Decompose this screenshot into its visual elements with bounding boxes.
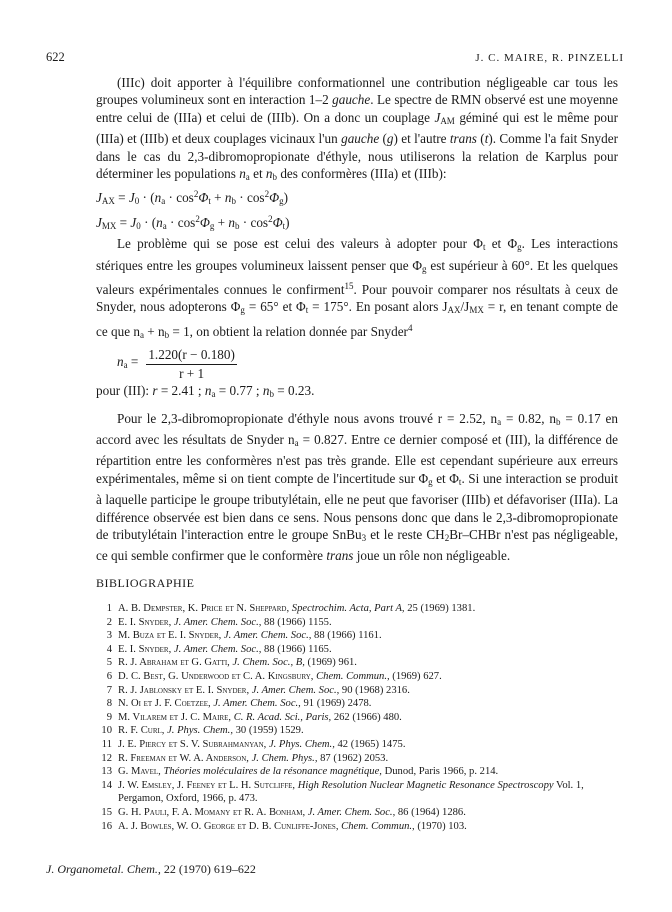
reference-number: 12 xyxy=(101,752,112,764)
running-authors: J. C. MAIRE, R. PINZELLI xyxy=(475,52,624,64)
reference-item xyxy=(96,629,622,643)
article-body xyxy=(96,74,618,565)
reference-item xyxy=(96,738,622,752)
reference-item xyxy=(96,670,622,684)
reference-item xyxy=(96,806,622,820)
reference-text: R. F. Curl, J. Phys. Chem., 30 (1959) 1529. xyxy=(118,725,304,737)
reference-text: M. Vilarem et J. C. Maire, C. R. Acad. Sci., Paris, 262 (1966) 480. xyxy=(118,711,402,723)
reference-number: 5 xyxy=(106,657,112,669)
reference-number: 15 xyxy=(101,806,112,818)
paragraph-3: Pour le 2,3-dibromopropionate d'éthyle nous avons trouvé r = 2.52, $n_a = 0.82$, $n_b = 0.17$ en accord avec les résultats de Snyder $n_a = 0.827$. Entre ce dernier composé et (III), la différence de répartition entre les conformères n'est pas très grande. Elle est cependant supérieure aux erreurs expérimentales, même si on tient compte de l'incertitude sur $\Phi_g$ et $\Phi_t$. Si une interaction se produit à laquelle participe le groupe tributylétain, elle ne peut que favoriser (IIIb) et défavoriser (IIIa). La différence observée est bien dans ce sens. Nous pensons donc que dans le 2,3-dibromopropionate de tributylétain l'interaction entre le groupe SnBu$_3$ et le reste $CH_2Br$–CHBr n'est pas négligeable, ce qui semble confirmer que le conformère trans joue un rôle non négligeable. xyxy=(96,410,619,564)
reference-number: 8 xyxy=(106,698,112,710)
reference-number: 13 xyxy=(101,766,112,778)
reference-number: 4 xyxy=(106,643,112,655)
journal-footer: J. Organometal. Chem., 22 (1970) 619–622 xyxy=(46,862,256,876)
reference-text: R. J. Jablonsky et E. I. Snyder, J. Amer. Chem. Soc., 90 (1968) 2316. xyxy=(118,684,410,696)
reference-text: J. E. Piercy et S. V. Subrahmanyan, J. Phys. Chem., 42 (1965) 1475. xyxy=(118,738,406,750)
reference-item xyxy=(96,820,622,834)
reference-text: A. J. Bowles, W. O. George et D. B. Cunliffe-Jones, Chem. Commun., (1970) 103. xyxy=(118,820,467,832)
reference-text: E. I. Snyder, J. Amer. Chem. Soc., 88 (1966) 1165. xyxy=(118,643,332,655)
reference-number: 6 xyxy=(106,670,112,682)
reference-number: 10 xyxy=(101,725,112,737)
reference-number: 7 xyxy=(106,684,112,696)
reference-item xyxy=(96,684,622,698)
fraction-numerator: 1.220(r − 0.180) xyxy=(146,346,237,364)
reference-item xyxy=(96,765,622,779)
reference-text: G. Mavel, Théories moléculaires de la résonance magnétique, Dunod, Paris 1966, p. 214. xyxy=(118,766,499,778)
reference-number: 1 xyxy=(106,603,112,614)
page-number: 622 xyxy=(46,50,65,64)
reference-number: 9 xyxy=(106,711,112,723)
reference-text: M. Buza et E. I. Snyder, J. Amer. Chem. Soc., 88 (1966) 1161. xyxy=(118,630,382,642)
reference-text: A. B. Dempster, K. Price et N. Sheppard, Spectrochim. Acta, Part A, 25 (1969) 1381. xyxy=(118,603,476,614)
reference-item xyxy=(96,724,622,738)
equation-na-fraction: $n_a$ = $\frac{1.220(r - 0.180)}{r + 1}$ xyxy=(117,347,235,381)
reference-number: 16 xyxy=(101,820,112,832)
reference-text: E. I. Snyder, J. Amer. Chem. Soc., 88 (1966) 1155. xyxy=(118,616,332,628)
reference-number: 3 xyxy=(106,630,112,642)
fraction-denominator: r + 1 xyxy=(179,365,205,381)
result-iii: pour (III): r = 2.41 ; $n_a = 0.77$ ; $n_b = 0.23$. xyxy=(96,383,315,400)
reference-item xyxy=(96,711,622,725)
reference-text: G. H. Pauli, F. A. Momany et R. A. Bonham, J. Amer. Chem. Soc., 86 (1964) 1286. xyxy=(118,806,466,818)
reference-item xyxy=(96,697,622,711)
reference-number: 11 xyxy=(101,738,112,750)
reference-text: D. C. Best, G. Underwood et C. A. Kingsbury, Chem. Commun., (1969) 627. xyxy=(118,670,442,682)
paragraph-1: (IIIc) doit apporter à l'équilibre conformationnel une contribution négligeable car tous les groupes volumineux sont en interaction 1–2 gauche. Le spectre de RMN observé est une moyenne entre celui de (IIIa) et celui de (IIIb). On a donc un couplage $J_{AM}$ géminé qui est le même pour (IIIa) et (IIIb) et deux couplages vicinaux l'un gauche (g) et l'autre trans (t). Comme l'a fait Snyder dans le cas du 2,3-dibromopropionate d'éthyle, nous utiliserons la relation de Karplus pour déterminer les populations $n_a$ et $n_b$ des conformères (IIIa) et (IIIb): xyxy=(96,75,618,183)
reference-number: 14 xyxy=(101,779,112,791)
reference-item xyxy=(96,643,622,657)
reference-list xyxy=(96,602,622,833)
paragraph-2: Le problème qui se pose est celui des valeurs à adopter pour $\Phi_t$ et $\Phi_g$. Les interactions stériques entre les groupes volumineux laissent penser que $\Phi_g$ est supérieur à 60°. Et les quelques valeurs expérimentales connues le confirment$^{15}$. Pour pouvoir comparer nos résultats à ceux de Snyder, nous adopterons $\Phi_g = 65^\circ$ et $\Phi_t = 175^\circ$. En posant alors $J_{AX}/J_{MX} = r$, en tenant compte de ce que $n_a + n_b = 1$, on obtient la relation donnée par Snyder$^4$ xyxy=(96,236,619,340)
reference-item xyxy=(96,602,622,616)
reference-item xyxy=(96,779,622,806)
running-header xyxy=(46,50,624,65)
reference-item xyxy=(96,616,622,630)
reference-text: J. W. Emsley, J. Feeney et L. H. Sutcliffe, High Resolution Nuclear Magnetic Resonance Spectroscopy Vol. 1, Pergamon, Oxford, 1966, p. 473. xyxy=(118,779,584,805)
reference-item xyxy=(96,656,622,670)
reference-text: N. Oi et J. F. Coetzee, J. Amer. Chem. Soc., 91 (1969) 2478. xyxy=(118,698,372,710)
equation-jax: $J_{AX} = J_0 \cdot (n_a \cdot \cos^2\Phi_t + n_b \cdot \cos^2\Phi_g)$ xyxy=(96,189,289,207)
bibliography-heading: BIBLIOGRAPHIE xyxy=(96,576,195,590)
equation-jmx: $J_{MX} = J_0 \cdot (n_a \cdot \cos^2\Phi_g + n_b \cdot \cos^2\Phi_t)$ xyxy=(96,213,290,231)
reference-text: R. Freeman et W. A. Anderson, J. Chem. Phys., 87 (1962) 2053. xyxy=(118,752,389,764)
reference-item xyxy=(96,752,622,766)
reference-text: R. J. Abraham et G. Gatti, J. Chem. Soc., B, (1969) 961. xyxy=(118,657,357,669)
reference-number: 2 xyxy=(106,616,112,628)
